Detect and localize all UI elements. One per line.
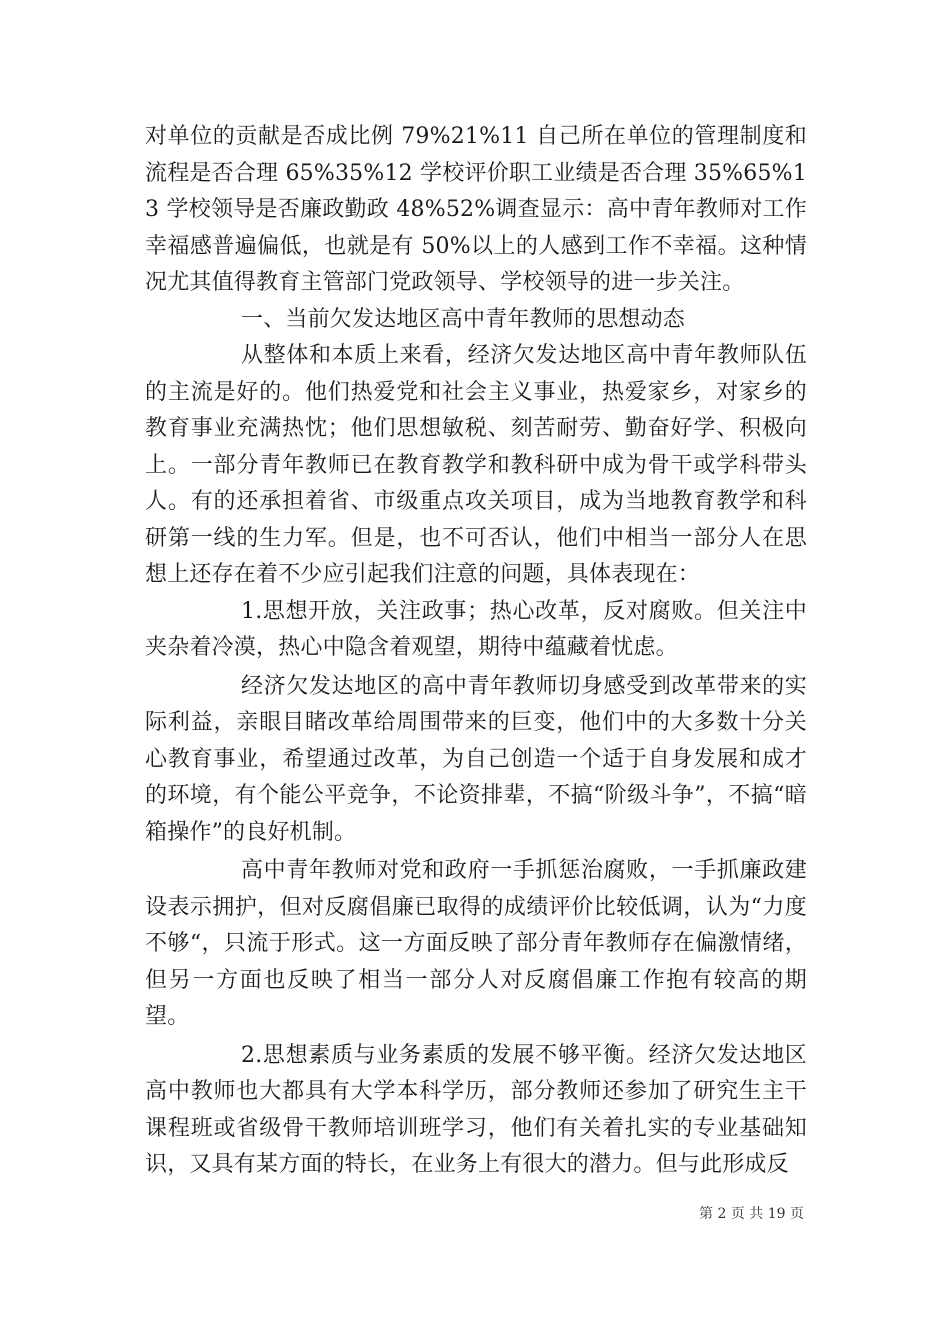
paragraph-survey-summary: 对单位的贡献是否成比例 79%21%11 自己所在单位的管理制度和流程是否合理 65%35%12 学校评价职工业绩是否合理 35%65%13 学校领导是否廉政勤政 48%52%调查显示：高中青年教师对工作幸福感普遍偏低，也就是有 50%以上的人感到工作不幸福。这种情况尤其值得教育主管部门党政领导、学校领导的进一步关注。 [145,124,807,295]
paragraph-anti-corruption: 高中青年教师对党和政府一手抓惩治腐败，一手抓廉政建设表示拥护，但对反腐倡廉已取得的成绩评价比较低调，认为“力度不够“，只流于形式。这一方面反映了部分青年教师存在偏激情绪，但另一方面也反映了相当一部分人对反腐倡廉工作抱有较高的期望。 [145,858,807,1029]
paragraph-point-1: 1.思想开放，关注政事；热心改革，反对腐败。但关注中夹杂着冷漠，热心中隐含着观望，期待中蕴藏着忧虑。 [145,598,807,660]
paragraph-point-2: 2.思想素质与业务素质的发展不够平衡。经济欠发达地区高中教师也大都具有大学本科学历，部分教师还参加了研究生主干课程班或省级骨干教师培训班学习，他们有关着扎实的专业基础知识，又具有某方面的特长，在业务上有很大的潜力。但与此形成反 [145,1042,807,1177]
section-heading: 一、当前欠发达地区高中青年教师的思想动态 [241,306,686,332]
document-body [145,119,807,1184]
page-number-footer: 第 2 页 共 19 页 [699,1206,804,1222]
paragraph-reform-benefits: 经济欠发达地区的高中青年教师切身感受到改革带来的实际利益，亲眼目睹改革给周围带来的巨变，他们中的大多数十分关心教育事业，希望通过改革，为自己创造一个适于自身发展和成才的环境，有个能公平竞争，不论资排辈，不搞“阶级斗争”，不搞“暗箱操作”的良好机制。 [145,673,807,845]
paragraph-overview: 从整体和本质上来看，经济欠发达地区高中青年教师队伍的主流是好的。他们热爱党和社会主义事业，热爱家乡，对家乡的教育事业充满热忱；他们思想敏税、刻苦耐劳、勤奋好学、积极向上。一部分青年教师已在教育教学和教科研中成为骨干或学科带头人。有的还承担着省、市级重点攻关项目，成为当地教育教学和科研第一线的生力军。但是，也不可否认，他们中相当一部分人在思想上还存在着不少应引起我们注意的问题，具体表现在： [145,343,807,587]
